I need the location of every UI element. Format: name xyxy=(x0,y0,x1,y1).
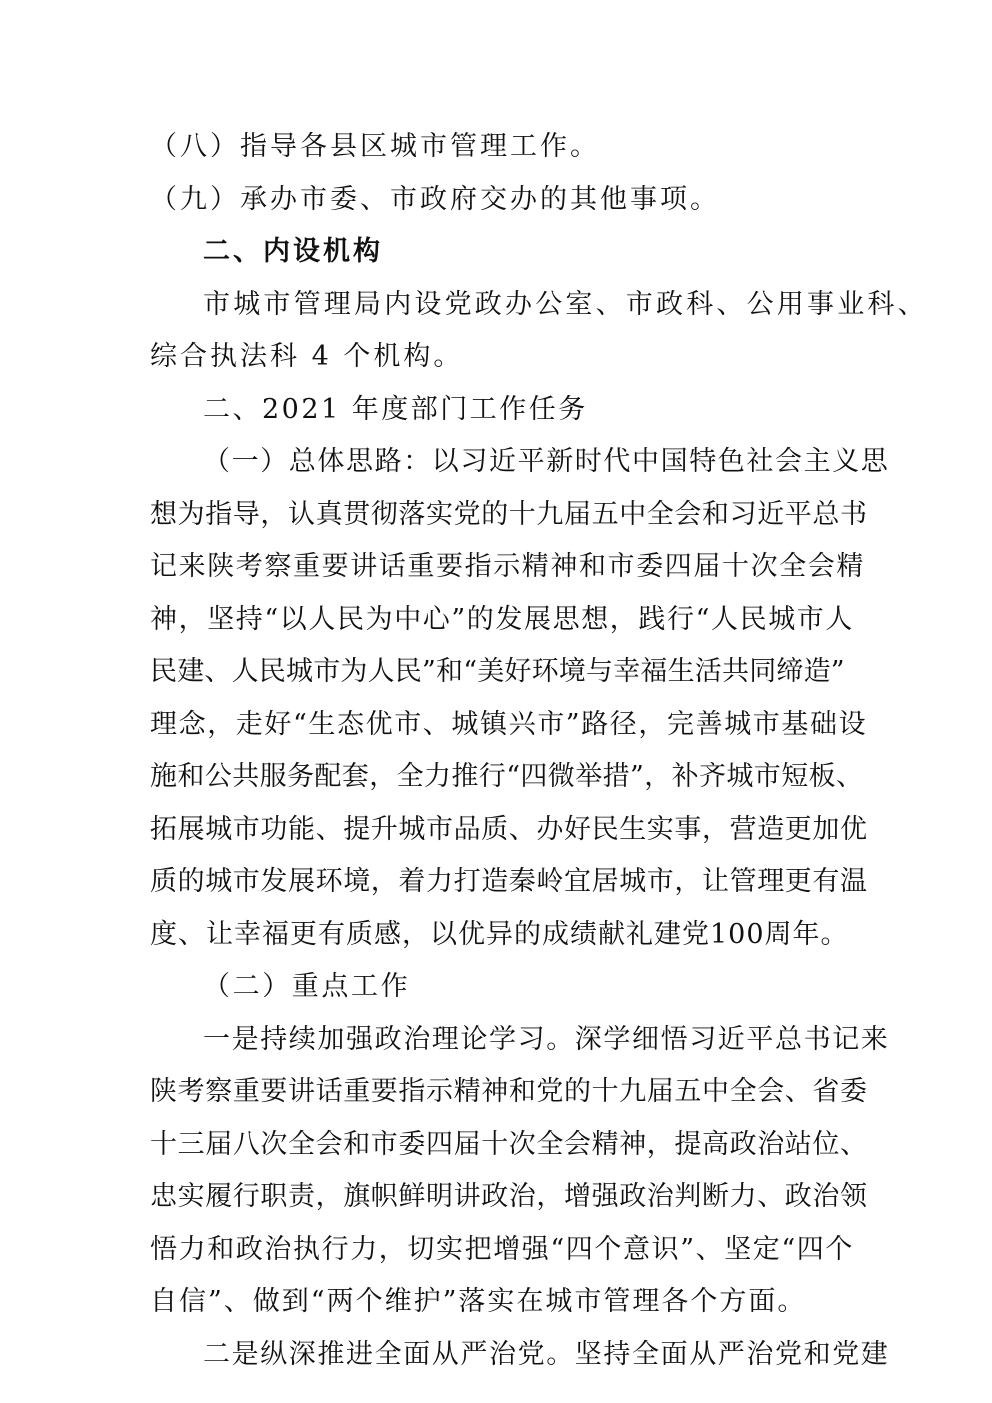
paragraph-line: 民建、人民城市为人民”和“美好环境与幸福生活共同缔造” xyxy=(150,656,845,687)
paragraph-line: 度、让幸福更有质感，以优异的成绩献礼建党100周年。 xyxy=(150,919,849,950)
paragraph-line: 自信”、做到“两个维护”落实在城市管理各个方面。 xyxy=(150,1286,807,1317)
paragraph-line: 二是纵深推进全面从严治党。坚持全面从严治党和党建 xyxy=(203,1339,890,1370)
section-heading-2021-tasks: 二、2021 年度部门工作任务 xyxy=(203,394,588,425)
paragraph-line: 市城市管理局内设党政办公室、市政科、公用事业科、 xyxy=(203,289,928,320)
paragraph-line: 记来陕考察重要讲话重要指示精神和市委四届十次全会精 xyxy=(150,551,865,582)
paragraph-line: 十三届八次全会和市委四届十次全会精神，提高政治站位、 xyxy=(150,1129,868,1160)
paragraph-line: 综合执法科 4 个机构。 xyxy=(150,341,464,372)
paragraph-line: 神，坚持“以人民为中心”的发展思想，践行“人民城市人 xyxy=(150,604,855,635)
section-heading-internal-structure: 二、内设机构 xyxy=(203,236,383,267)
subheading-key-work: （二）重点工作 xyxy=(203,971,411,1002)
item-eight: （八）指导各县区城市管理工作。 xyxy=(150,131,600,162)
paragraph-line: 质的城市发展环境，着力打造秦岭宜居城市，让管理更有温 xyxy=(150,866,868,897)
paragraph-line: 拓展城市功能、提升城市品质、办好民生实事，营造更加优 xyxy=(150,814,868,845)
item-nine: （九）承办市委、市政府交办的其他事项。 xyxy=(150,184,720,215)
paragraph-line: 悟力和政治执行力，切实把增强“四个意识”、坚定“四个 xyxy=(150,1234,855,1265)
paragraph-line: 忠实履行职责，旗帜鲜明讲政治，增强政治判断力、政治领 xyxy=(150,1181,868,1212)
paragraph-line: 想为指导，认真贯彻落实党的十九届五中全会和习近平总书 xyxy=(150,499,868,530)
paragraph-line: 一是持续加强政治理论学习。深学细悟习近平总书记来 xyxy=(203,1024,890,1055)
paragraph-line: 陕考察重要讲话重要指示精神和党的十九届五中全会、省委 xyxy=(150,1076,868,1107)
paragraph-line: （一）总体思路：以习近平新时代中国特色社会主义思 xyxy=(203,446,890,477)
paragraph-line: 施和公共服务配套，全力推行“四微举措”，补齐城市短板、 xyxy=(150,761,864,792)
paragraph-line: 理念，走好“生态优市、城镇兴市”路径，完善城市基础设 xyxy=(150,709,868,740)
